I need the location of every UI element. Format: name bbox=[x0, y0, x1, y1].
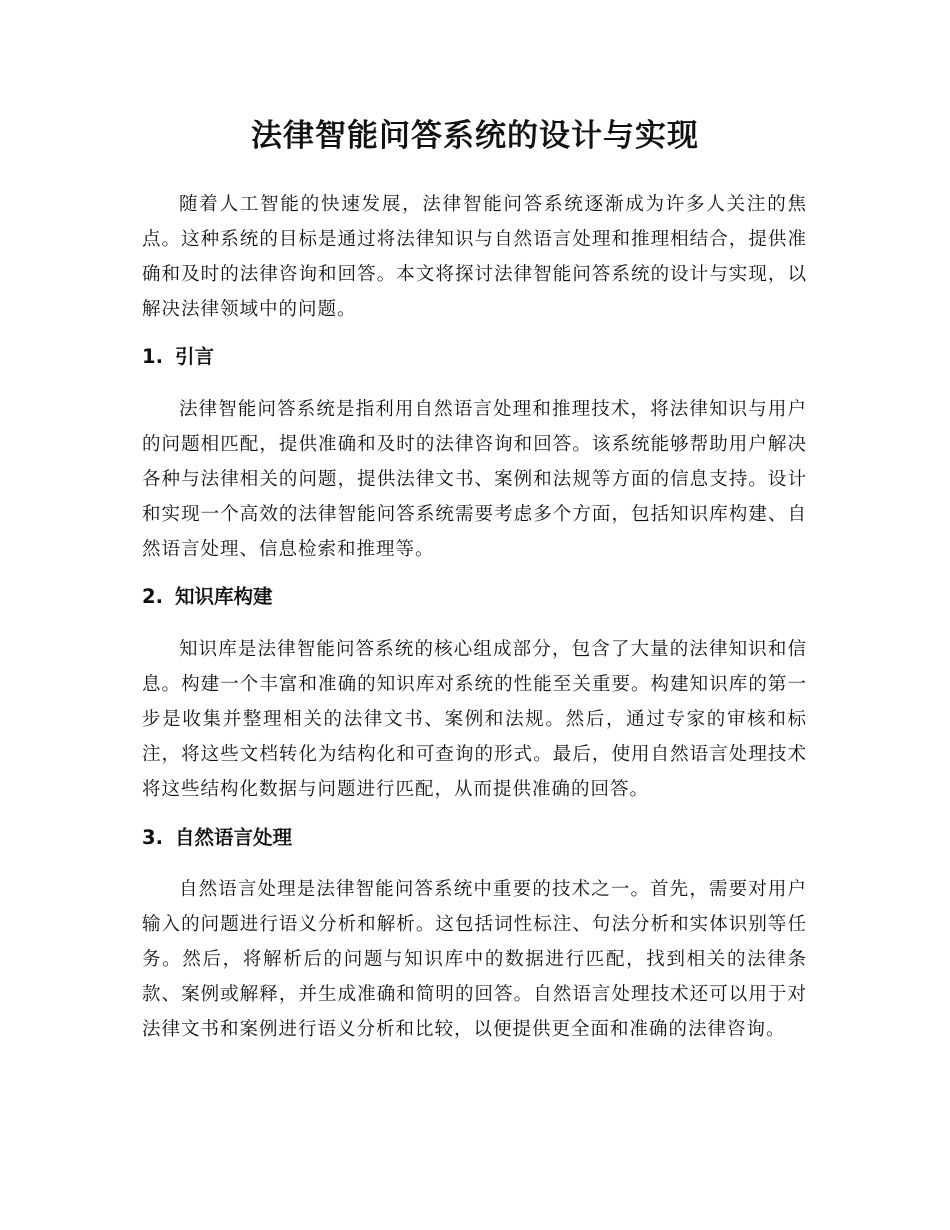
section-heading-1 bbox=[142, 342, 214, 372]
intro-paragraph: 随着人工智能的快速发展，法律智能问答系统逐渐成为许多人关注的焦点。这种系统的目标是通过将法律知识与自然语言处理和推理相结合，提供准确和及时的法律咨询和回答。本文将探讨法律智能问答系统的设计与实现，以解决法律领域中的问题。 bbox=[142, 194, 807, 320]
section-number: 1. bbox=[142, 345, 163, 368]
section-body-2: 知识库是法律智能问答系统的核心组成部分，包含了大量的法律知识和信息。构建一个丰富和准确的知识库对系统的性能至关重要。构建知识库的第一步是收集并整理相关的法律文书、案例和法规。然后，通过专家的审核和标注，将这些文档转化为结构化和可查询的形式。最后，使用自然语言处理技术将这些结构化数据与问题进行匹配，从而提供准确的回答。 bbox=[142, 639, 807, 800]
section-heading-2 bbox=[142, 582, 273, 612]
section-title: 知识库构建 bbox=[175, 585, 273, 608]
section-body-1: 法律智能问答系统是指利用自然语言处理和推理技术，将法律知识与用户的问题相匹配，提供准确和及时的法律咨询和回答。该系统能够帮助用户解决各种与法律相关的问题，提供法律文书、案例和法规等方面的信息支持。设计和实现一个高效的法律智能问答系统需要考虑多个方面，包括知识库构建、自然语言处理、信息检索和推理等。 bbox=[142, 399, 807, 560]
section-body-3: 自然语言处理是法律智能问答系统中重要的技术之一。首先，需要对用户输入的问题进行语义分析和解析。这包括词性标注、句法分析和实体识别等任务。然后，将解析后的问题与知识库中的数据进行匹配，找到相关的法律条款、案例或解释，并生成准确和简明的回答。自然语言处理技术还可以用于对法律文书和案例进行语义分析和比较，以便提供更全面和准确的法律咨询。 bbox=[142, 879, 807, 1040]
section-title: 引言 bbox=[175, 345, 215, 368]
section-title: 自然语言处理 bbox=[175, 826, 293, 849]
section-heading-3 bbox=[142, 823, 292, 853]
section-number: 2. bbox=[142, 585, 163, 608]
section-number: 3. bbox=[142, 826, 163, 849]
document-title: 法律智能问答系统的设计与实现 bbox=[251, 118, 699, 154]
